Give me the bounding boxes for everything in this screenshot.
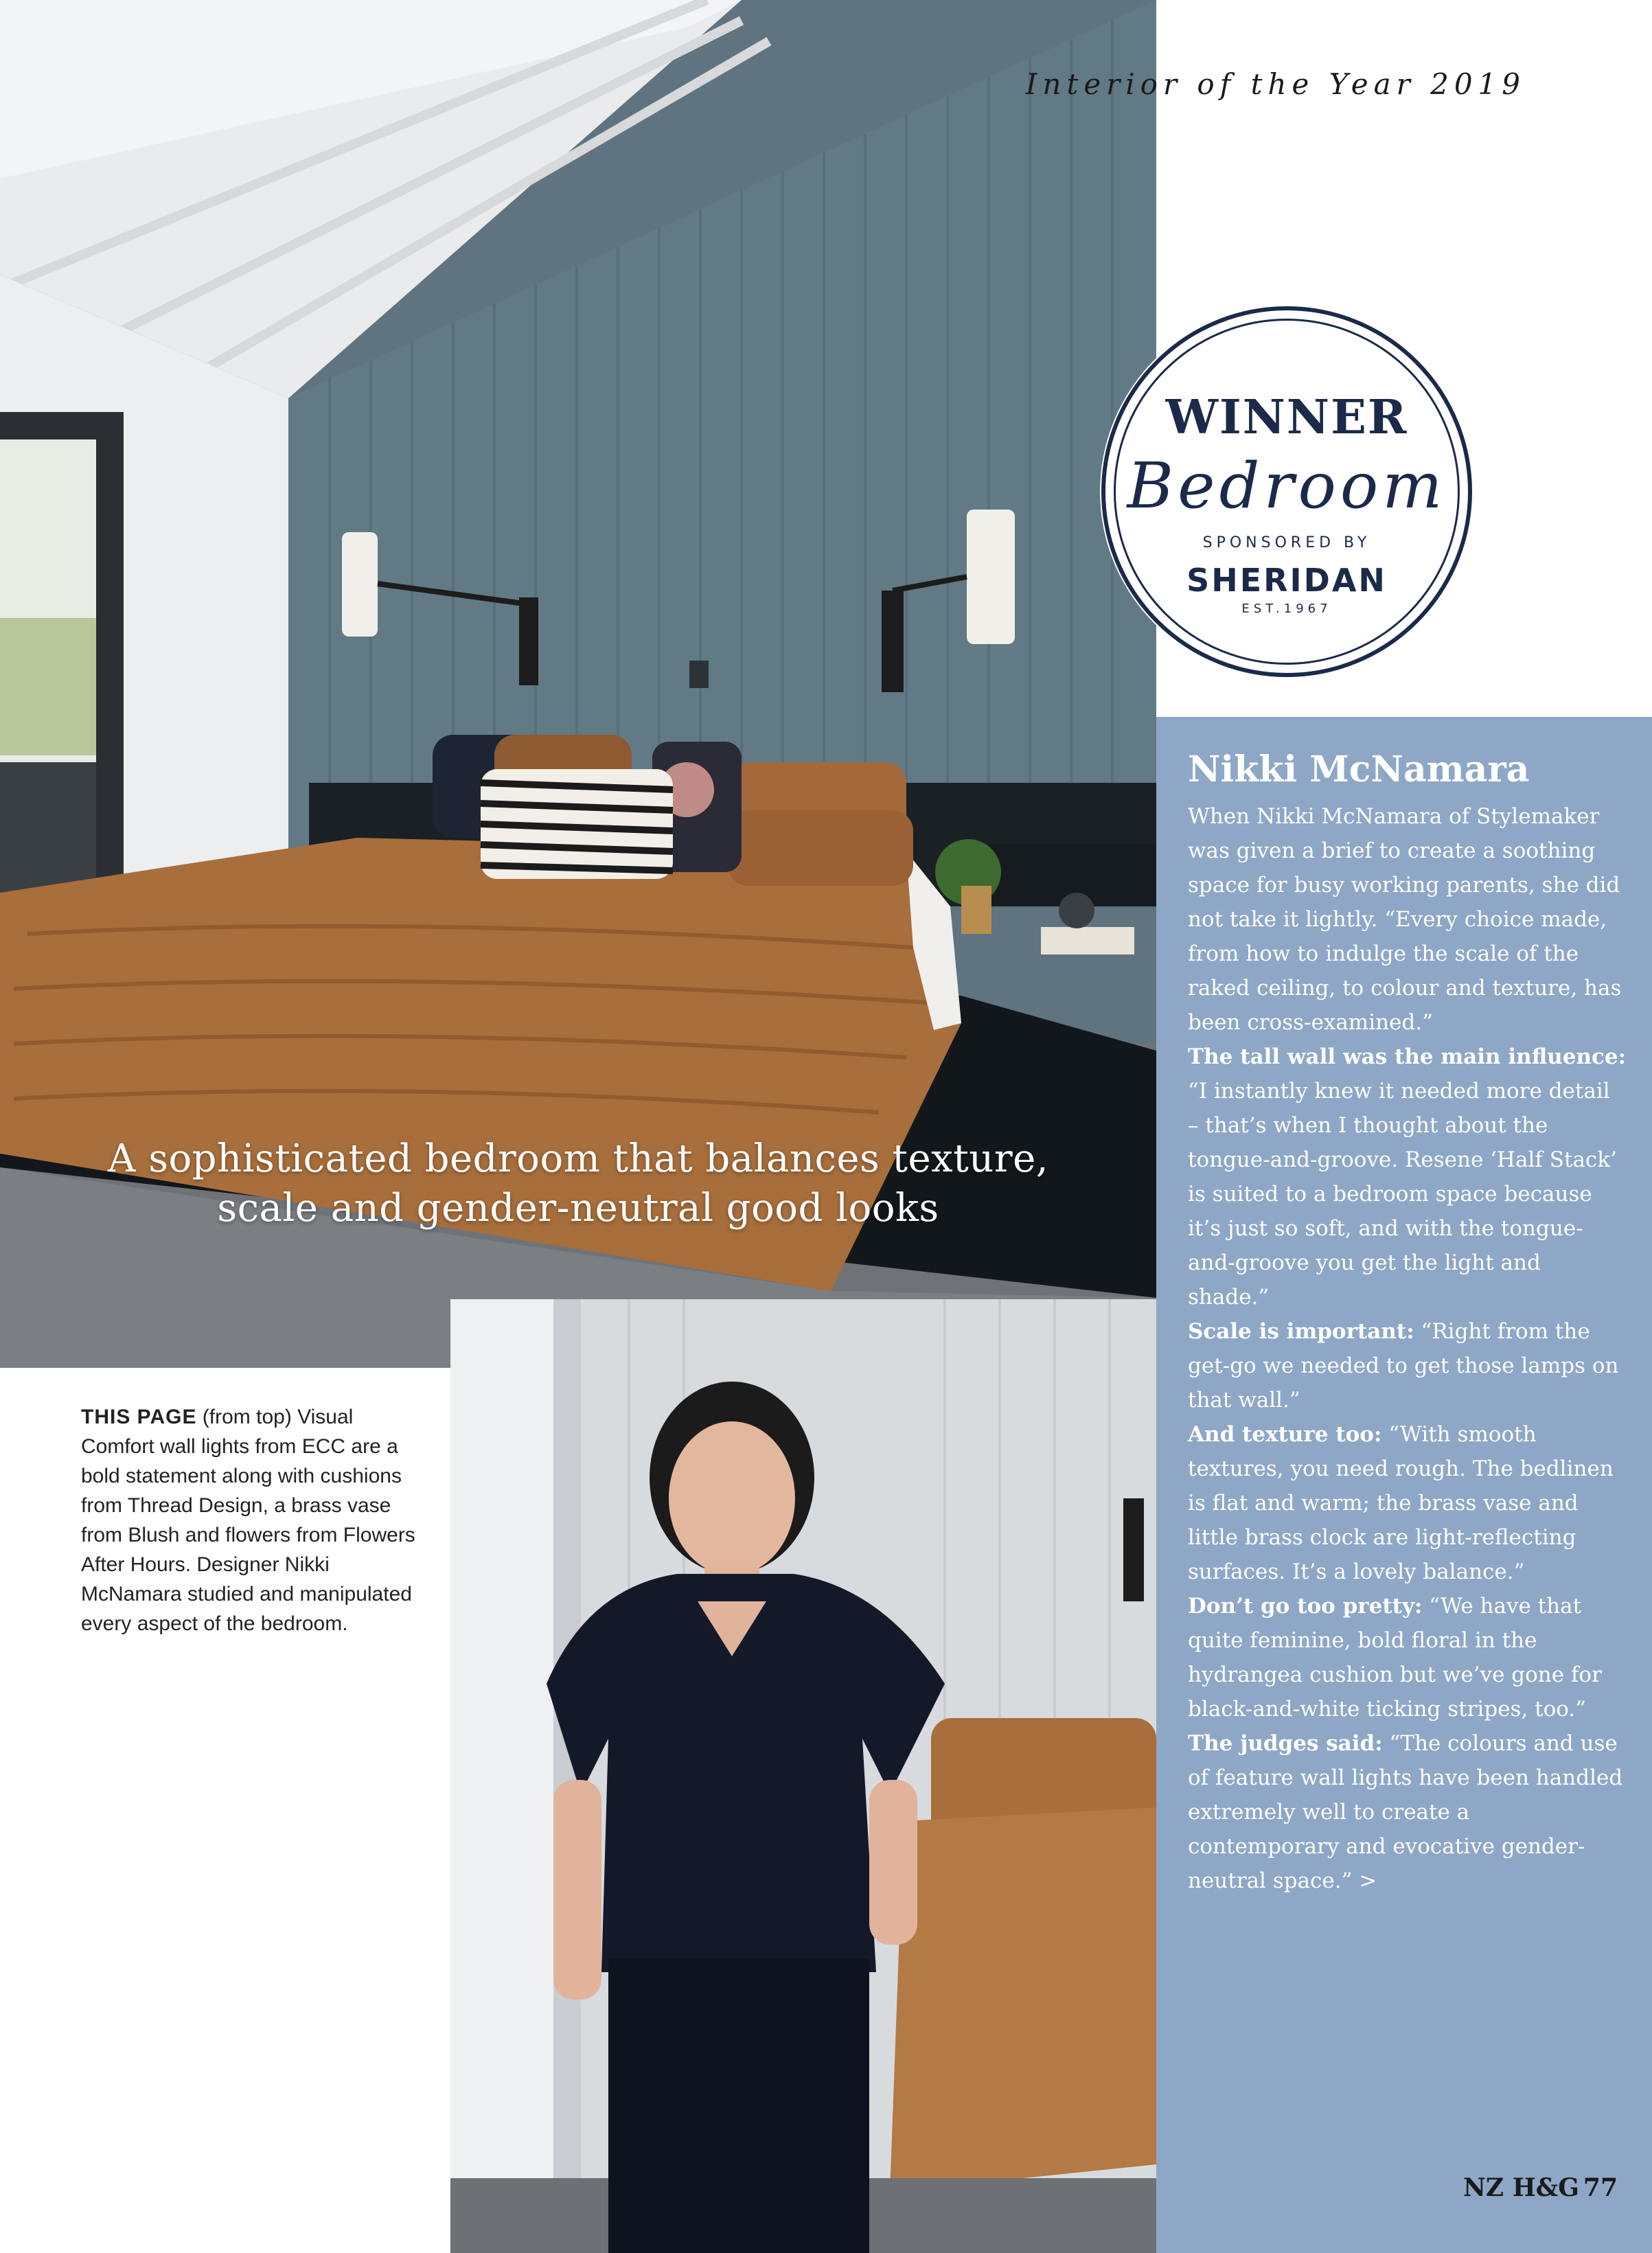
paragraph-lead: Scale is important: xyxy=(1188,1319,1414,1344)
paragraph-lead: And texture too: xyxy=(1188,1422,1382,1447)
bedroom-photo xyxy=(0,0,1156,1368)
photo-credits-caption xyxy=(81,1402,424,1638)
designer-portrait-photo xyxy=(450,1299,1156,2253)
paragraph-lead: The tall wall was the main influence: xyxy=(1188,1044,1627,1069)
article-paragraph xyxy=(1188,1417,1627,1589)
paragraph-text: “With smooth textures, you need rough. The bedlinen is flat and warm; the brass vase and little brass clock are light-reflecting surfaces. It’s a lovely balance.” xyxy=(1188,1422,1614,1584)
photo-caption-line2: scale and gender-neutral good looks xyxy=(217,1186,939,1231)
magazine-name: NZ H&G xyxy=(1463,2173,1579,2202)
article-intro: When Nikki McNamara of Stylemaker was given a brief to create a soothing space for busy working parents, she did not take it lightly. “Every choice made, from how to indulge the scale of the raked ceiling, to colour and texture, has been cross-examined.” xyxy=(1188,804,1622,1035)
paragraph-text: “The colours and use of feature wall lights have been handled extremely well to create a contemporary and evocative gender-neutral space.” > xyxy=(1188,1731,1623,1893)
article-paragraph xyxy=(1188,1040,1627,1314)
article-paragraph xyxy=(1188,1726,1627,1898)
award-category-label: Bedroom xyxy=(1127,449,1447,523)
award-seal xyxy=(1101,306,1472,677)
sponsor-established: EST.1967 xyxy=(1241,602,1332,616)
caption-text: (from top) Visual Comfort wall lights from ECC are a bold statement along with cushions from Thread Design, a brass vase from Blush and flowers from Flowers After Hours. Designer Nikki McNamara studied and manipulated every aspect of the bedroom. xyxy=(81,1406,415,1635)
paragraph-text: “Right from the get-go we needed to get those lamps on that wall.” xyxy=(1188,1319,1619,1413)
sponsor-logo: SHERIDAN xyxy=(1186,562,1387,599)
paragraph-text: “I instantly knew it needed more detail – that’s when I thought about the tongue-and-groove. Resene ‘Half Stack’ is suited to a bedroom space because it’s just so soft, and with the tongue-and-groove you get the light and shade.” xyxy=(1188,1079,1617,1310)
article-body xyxy=(1188,799,1627,1898)
article-paragraph xyxy=(1188,1314,1627,1417)
section-kicker: Interior of the Year 2019 xyxy=(1025,67,1526,101)
award-sponsored-by: SPONSORED BY xyxy=(1202,534,1371,551)
paragraph-lead: The judges said: xyxy=(1188,1731,1383,1756)
article-paragraph xyxy=(1188,1589,1627,1726)
photo-caption-line1: A sophisticated bedroom that balances texture, xyxy=(107,1136,1049,1181)
designer-name-heading: Nikki McNamara xyxy=(1188,748,1530,790)
designer-portrait-illustration xyxy=(450,1299,1156,2253)
page-number: 77 xyxy=(1583,2173,1618,2202)
award-winner-label: WINNER xyxy=(1165,390,1408,445)
paragraph-text: “We have that quite feminine, bold floral in the hydrangea cushion but we’ve gone for black-and-white ticking stripes, too.” xyxy=(1188,1594,1602,1722)
paragraph-lead: Don’t go too pretty: xyxy=(1188,1594,1423,1619)
article-panel xyxy=(1156,717,1652,2253)
caption-lead: THIS PAGE xyxy=(81,1406,197,1428)
